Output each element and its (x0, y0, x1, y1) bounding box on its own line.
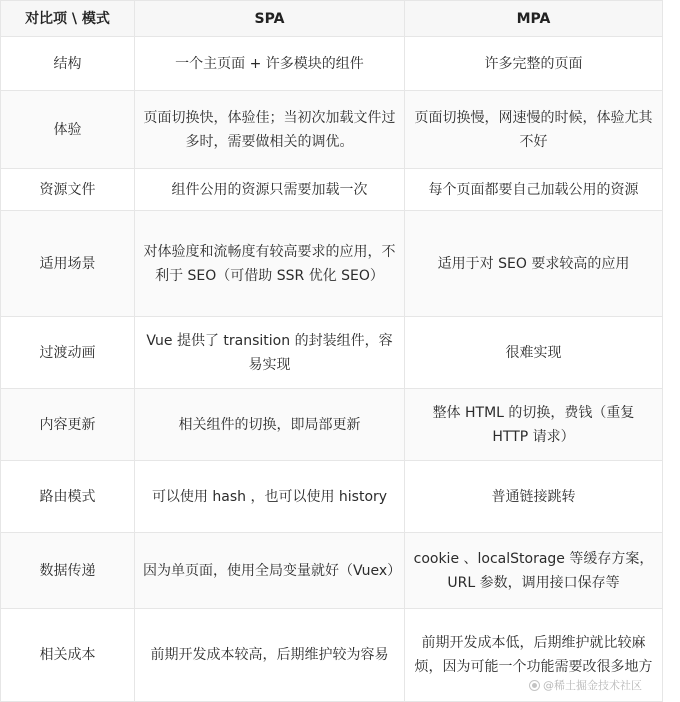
table-row (1, 37, 663, 91)
watermark-text: @稀土掘金技术社区 (543, 679, 642, 692)
table-row (1, 317, 663, 389)
row-mpa-cell: cookie 、localStorage 等缓存方案，URL 参数，调用接口保存等 (405, 533, 663, 609)
row-mpa-cell: 前期开发成本低，后期维护就比较麻烦，因为可能一个功能需要改很多地方 (405, 609, 663, 702)
table-row (1, 91, 663, 169)
row-item-cell: 过渡动画 (1, 317, 135, 389)
row-mpa-cell: 整体 HTML 的切换，费钱（重复 HTTP 请求） (405, 389, 663, 461)
row-spa-cell: 页面切换快，体验佳；当初次加载文件过多时，需要做相关的调优。 (135, 91, 405, 169)
row-mpa-cell: 适用于对 SEO 要求较高的应用 (405, 211, 663, 317)
row-item-cell: 体验 (1, 91, 135, 169)
row-item-cell: 路由模式 (1, 461, 135, 533)
header-row (1, 1, 663, 37)
table-header (1, 1, 663, 37)
row-item-cell: 内容更新 (1, 389, 135, 461)
header-mpa-column: MPA (405, 1, 663, 37)
row-spa-cell: 可以使用 hash ，也可以使用 history (135, 461, 405, 533)
row-mpa-cell: 页面切换慢，网速慢的时候，体验尤其不好 (405, 91, 663, 169)
watermark (529, 677, 642, 693)
row-mpa-cell: 许多完整的页面 (405, 37, 663, 91)
row-item-cell: 适用场景 (1, 211, 135, 317)
row-mpa-cell: 普通链接跳转 (405, 461, 663, 533)
row-spa-cell: 相关组件的切换，即局部更新 (135, 389, 405, 461)
table-row (1, 389, 663, 461)
row-spa-cell: Vue 提供了 transition 的封装组件，容易实现 (135, 317, 405, 389)
row-item-cell: 相关成本 (1, 609, 135, 702)
header-item-column: 对比项 \ 模式 (1, 1, 135, 37)
table-body (1, 37, 663, 702)
table-row (1, 461, 663, 533)
row-spa-cell: 对体验度和流畅度有较高要求的应用，不利于 SEO（可借助 SSR 优化 SEO） (135, 211, 405, 317)
row-item-cell: 资源文件 (1, 169, 135, 211)
row-mpa-cell: 每个页面都要自己加载公用的资源 (405, 169, 663, 211)
row-item-cell: 数据传递 (1, 533, 135, 609)
header-spa-column: SPA (135, 1, 405, 37)
row-spa-cell: 一个主页面 + 许多模块的组件 (135, 37, 405, 91)
table-row (1, 211, 663, 317)
row-spa-cell: 前期开发成本较高，后期维护较为容易 (135, 609, 405, 702)
row-mpa-cell: 很难实现 (405, 317, 663, 389)
row-spa-cell: 组件公用的资源只需要加载一次 (135, 169, 405, 211)
row-spa-cell: 因为单页面，使用全局变量就好（Vuex） (135, 533, 405, 609)
table-row (1, 533, 663, 609)
juejin-logo-icon (529, 680, 540, 691)
row-item-cell: 结构 (1, 37, 135, 91)
table-row (1, 169, 663, 211)
